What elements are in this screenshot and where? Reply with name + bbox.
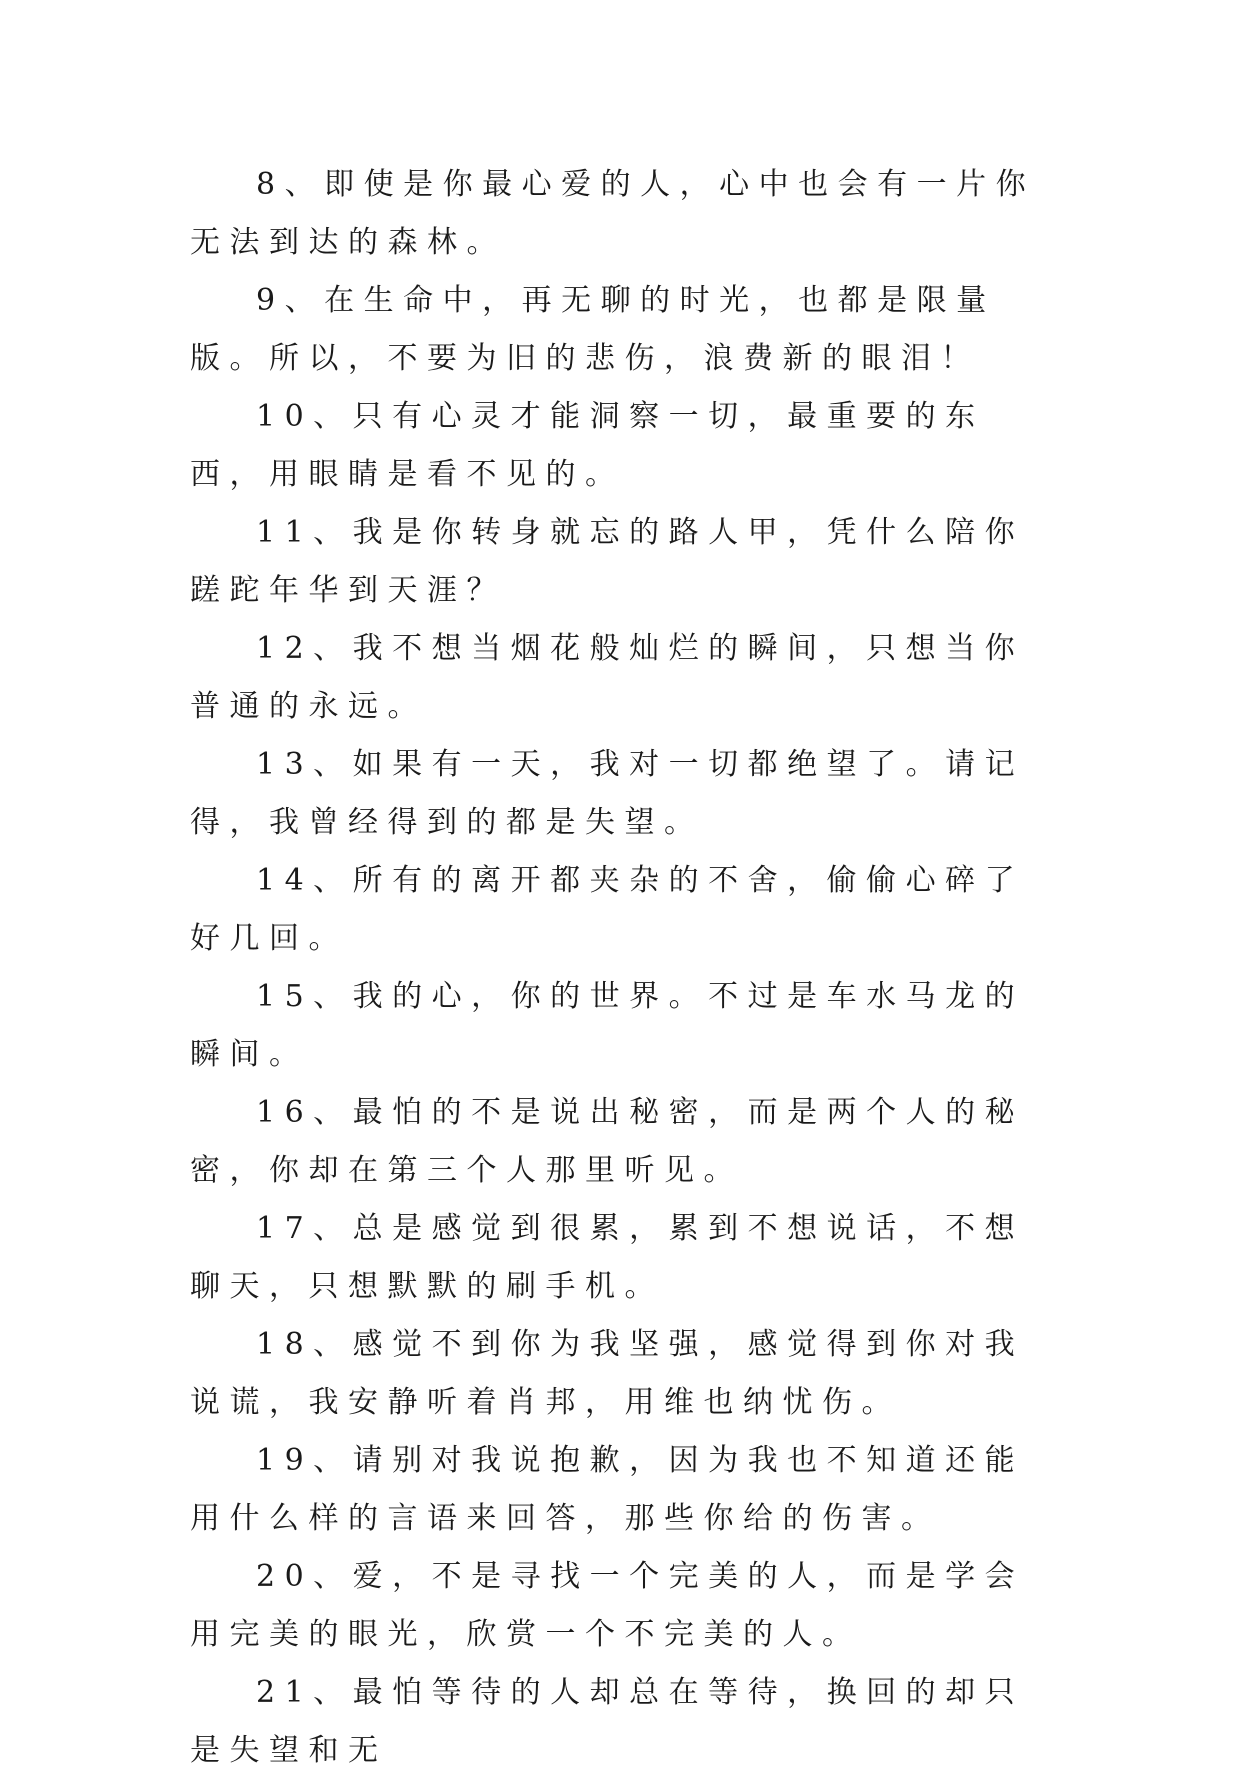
paragraph: 15、我的心，你的世界。不过是车水马龙的瞬间。: [190, 979, 1025, 1072]
paragraph: 17、总是感觉到很累，累到不想说话，不想聊天，只想默默的刷手机。: [190, 1211, 1025, 1304]
paragraph: 20、爱，不是寻找一个完美的人，而是学会用完美的眼光，欣赏一个不完美的人。: [190, 1559, 1025, 1652]
paragraph: 8、即使是你最心爱的人，心中也会有一片你无法到达的森林。: [190, 167, 1036, 260]
paragraph: 19、请别对我说抱歉，因为我也不知道还能用什么样的言语来回答，那些你给的伤害。: [190, 1443, 1025, 1536]
paragraph: 21、最怕等待的人却总在等待，换回的却只是失望和无: [190, 1675, 1025, 1768]
paragraph: 11、我是你转身就忘的路人甲，凭什么陪你蹉跎年华到天涯？: [190, 515, 1025, 608]
paragraph: 9、在生命中，再无聊的时光，也都是限量版。所以，不要为旧的悲伤，浪费新的眼泪！: [190, 283, 996, 376]
paragraph: 18、感觉不到你为我坚强，感觉得到你对我说谎，我安静听着肖邦，用维也纳忧伤。: [190, 1327, 1025, 1420]
document-body: [190, 156, 1050, 1780]
paragraph: 13、如果有一天，我对一切都绝望了。请记得，我曾经得到的都是失望。: [190, 747, 1025, 840]
paragraph: 10、只有心灵才能洞察一切，最重要的东西，用眼睛是看不见的。: [190, 399, 985, 492]
paragraph: 12、我不想当烟花般灿烂的瞬间，只想当你普通的永远。: [190, 631, 1025, 724]
paragraph: 14、所有的离开都夹杂的不舍，偷偷心碎了好几回。: [190, 863, 1025, 956]
paragraph: 16、最怕的不是说出秘密，而是两个人的秘密，你却在第三个人那里听见。: [190, 1095, 1025, 1188]
